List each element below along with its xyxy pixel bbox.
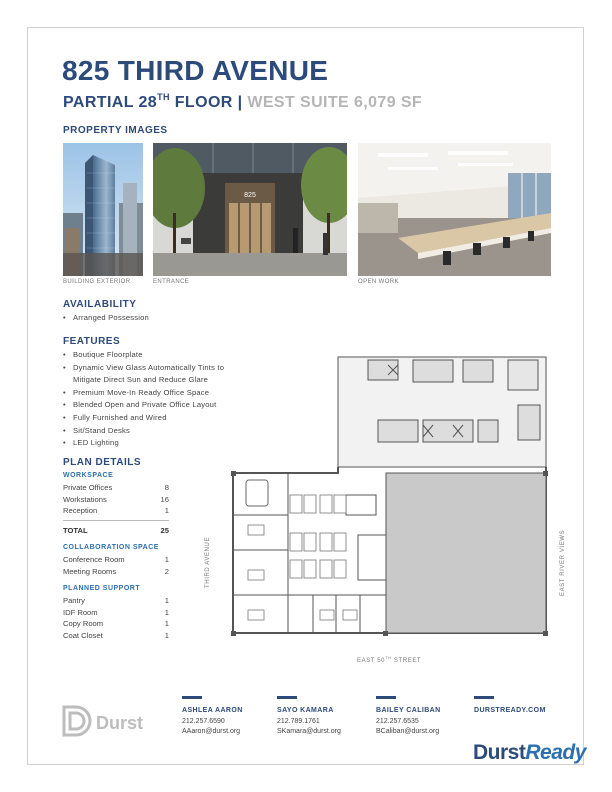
list-item: • Blended Open and Private Office Layout: [63, 399, 248, 412]
durst-logo: [62, 705, 152, 746]
entrance-photo: [153, 143, 347, 276]
workspace-table: [63, 472, 169, 536]
table-row: Conference Room 1: [63, 555, 169, 564]
table-row: Coat Closet 1: [63, 630, 169, 640]
caption-entrance: ENTRANCE: [153, 279, 190, 285]
list-item: • Arranged Possession: [63, 312, 248, 325]
table-row: Pantry 1: [63, 596, 169, 605]
page-subtitle: [63, 92, 422, 112]
floor-plan: [228, 355, 558, 640]
open-work-photo: [358, 143, 551, 276]
collaboration-heading: COLLABORATION SPACE: [63, 544, 159, 551]
contact-card: [376, 696, 441, 738]
contact-card: [182, 696, 243, 738]
list-item: • LED Lighting: [63, 437, 248, 450]
availability-heading: AVAILABILITY: [63, 299, 137, 310]
durst-logo-text: Durst: [96, 713, 144, 733]
contact-phone: 212.789.1761: [277, 717, 320, 725]
table-row: Copy Room 1: [63, 619, 169, 628]
total-row: TOTAL 25: [63, 520, 169, 537]
list-item: • Premium Move-In Ready Office Space: [63, 387, 248, 400]
contact-card: [277, 696, 341, 738]
collaboration-table: [63, 544, 169, 577]
availability-list: [63, 312, 248, 325]
list-item: • Boutique Floorplate: [63, 349, 248, 362]
table-row: Workstations 16: [63, 494, 169, 504]
website-link[interactable]: DURSTREADY.COM: [474, 707, 546, 714]
contact-accent-bar: [182, 696, 202, 699]
list-item: • Dynamic View Glass Automatically Tints to Mitigate Direct Sun and Reduce Glare: [63, 362, 248, 387]
plan-details-heading: PLAN DETAILS: [63, 457, 142, 468]
contact-accent-bar: [376, 696, 396, 699]
street-label-east-50th: EAST 50TH STREET: [357, 655, 422, 664]
list-item: • Fully Furnished and Wired: [63, 412, 248, 425]
subtitle-separator: |: [232, 94, 248, 111]
list-item: • Sit/Stand Desks: [63, 425, 248, 438]
workspace-heading: WORKSPACE: [63, 472, 114, 479]
entrance-sign: 825: [244, 192, 256, 199]
support-heading: PLANNED SUPPORT: [63, 585, 141, 592]
street-label-third-avenue: THIRD AVENUE: [205, 536, 211, 588]
property-images-heading: PROPERTY IMAGES: [63, 125, 168, 136]
caption-open-work: OPEN WORK: [358, 279, 399, 285]
table-row: Meeting Rooms 2: [63, 566, 169, 576]
contact-email[interactable]: SKamara@durst.org: [277, 728, 341, 735]
subtitle-floor: PARTIAL 28TH FLOOR: [63, 92, 233, 111]
contact-accent-bar: [277, 696, 297, 699]
view-label-east-river: EAST RIVER VIEWS: [560, 529, 566, 596]
support-table: [63, 585, 169, 641]
contact-name: BAILEY CALIBAN: [376, 707, 441, 714]
page-title: 825 THIRD AVENUE: [62, 55, 329, 86]
floor-plan-drawing: [228, 355, 558, 640]
website-card: [474, 696, 546, 717]
durst-ready-logo: DurstReady: [473, 741, 586, 764]
building-exterior-photo: [63, 143, 143, 276]
table-row: Reception 1: [63, 506, 169, 515]
contact-email[interactable]: BCaliban@durst.org: [376, 728, 440, 735]
contact-name: SAYO KAMARA: [277, 707, 334, 714]
table-row: IDF Room 1: [63, 607, 169, 617]
contact-name: ASHLEA AARON: [182, 707, 243, 714]
caption-building-exterior: BUILDING EXTERIOR: [63, 279, 131, 285]
contact-phone: 212.257.6535: [376, 717, 419, 725]
features-heading: FEATURES: [63, 336, 121, 347]
contact-accent-bar: [474, 696, 494, 699]
table-row: Private Offices 8: [63, 483, 169, 492]
subtitle-suite: WEST SUITE 6,079 SF: [247, 94, 423, 111]
contact-phone: 212.257.6590: [182, 717, 225, 725]
features-list: [63, 349, 248, 450]
contact-email[interactable]: AAaron@durst.org: [182, 728, 241, 735]
